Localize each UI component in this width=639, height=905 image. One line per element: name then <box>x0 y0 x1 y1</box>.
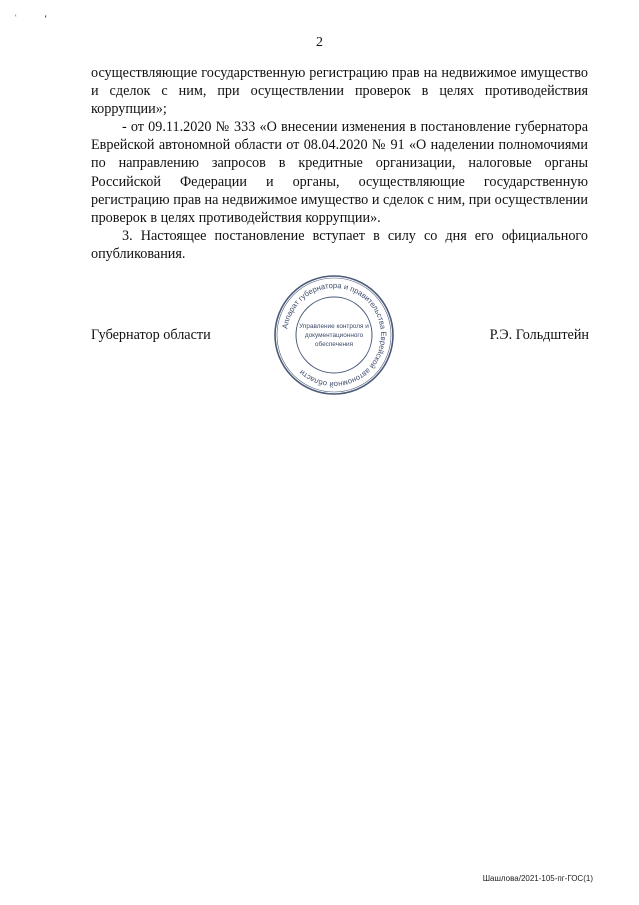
stamp-center-line-3: обеспечения <box>314 341 354 348</box>
footer-document-code: Шашлова/2021-105-пг-ГОС(1) <box>482 874 593 883</box>
stamp-center-line-1: Управление контроля и <box>299 323 369 330</box>
paragraph-effective-date: 3. Настоящее постановление вступает в силу со дня его официального опубликования. <box>91 227 588 262</box>
scan-mark-left: ʿ <box>14 14 18 25</box>
signature-title: Губернатор области <box>91 327 211 343</box>
scan-mark-right: ʻ <box>44 14 48 25</box>
stamp-center-line-2: документационного <box>304 332 364 339</box>
signature-name: Р.Э. Гольдштейн <box>489 327 589 343</box>
paragraph-amendment: - от 09.11.2020 № 333 «О внесении изменения в постановление губернатора Еврейской автономной области от 08.04.2020 № 91 «О наделении полномочиями по направлению запросов в кредитные организации, налоговые органы Российской Федерации и органы, осуществляющие государственную регистрацию прав на недвижимое имущество и сделок с ним, при осуществлении проверок в целях противодействия коррупции». <box>91 119 588 226</box>
document-body <box>91 64 588 263</box>
stamp-ring-text: Аппарат губернатора и правительства Еврейской автономной области <box>280 280 389 390</box>
page-number: 2 <box>316 35 323 50</box>
paragraph-continuation: осуществляющие государственную регистрацию прав на недвижимое имущество и сделок с ним, при осуществлении проверок в целях противодействия коррупции»; <box>91 65 588 118</box>
official-stamp <box>272 273 396 397</box>
